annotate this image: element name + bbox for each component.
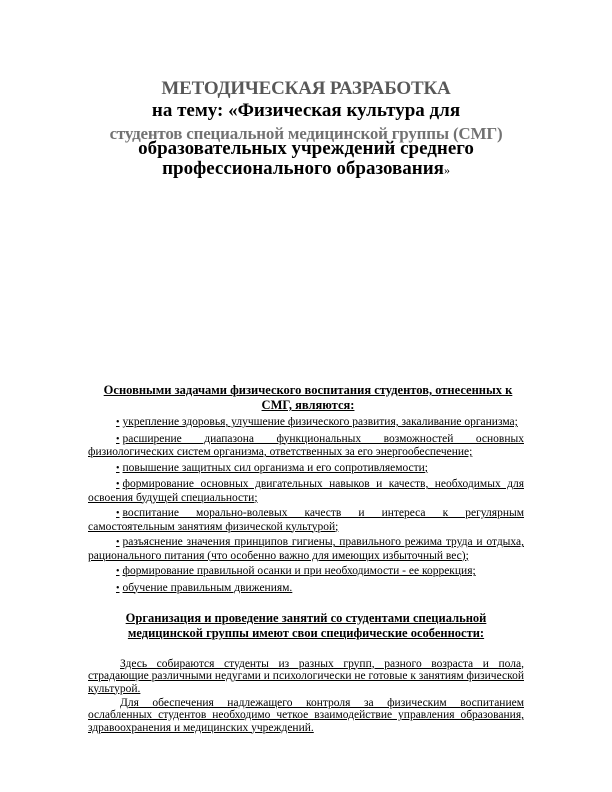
- list-item: [88, 416, 524, 430]
- list-item-text: формирование правильной осанки и при необходимости - ее коррекция;: [122, 565, 476, 577]
- list-item: [88, 478, 524, 504]
- list-item: [88, 536, 524, 562]
- list-item-text: повышение защитных сил организма и его сопротивляемости;: [122, 461, 429, 474]
- organization-heading: Организация и проведение занятий со студентами специальной медицинской группы имеют свои специфические особенности:: [125, 611, 487, 640]
- bullet-icon: •: [116, 508, 120, 519]
- bullet-icon: •: [116, 433, 120, 445]
- title-line-2: на тему: «Физическая культура для: [151, 100, 461, 121]
- list-item: [88, 507, 524, 533]
- title-line-5: [80, 158, 532, 180]
- title-closing-quote: »: [443, 163, 450, 177]
- bullet-icon: •: [116, 537, 120, 548]
- tasks-list: [88, 416, 524, 598]
- bullet-icon: •: [116, 462, 120, 474]
- bullet-icon: •: [116, 417, 120, 428]
- title-line-3: студентов специальной медицинской группы (СМГ): [109, 124, 503, 143]
- organization-paragraph-1: Здесь собираются студенты из разных групп, разного возраста и пола, страдающие различными недугами и психологически не готовые к занятиям физической культурой.: [88, 657, 524, 695]
- list-item: [88, 582, 524, 596]
- tasks-heading: Основными задачами физического воспитания студентов, отнесенных к СМГ, являются:: [103, 383, 513, 412]
- bullet-icon: •: [116, 582, 120, 594]
- list-item-text: обучение правильным движениям.: [122, 581, 293, 594]
- list-item-text: укрепление здоровья, улучшение физического развития, закаливание организма;: [122, 416, 518, 428]
- list-item: [88, 462, 524, 476]
- bullet-icon: •: [116, 479, 120, 490]
- list-item: [88, 433, 524, 459]
- organization-paragraph-2: Для обеспечения надлежащего контроля за физическим воспитанием ослабленных студентов необходимо четкое взаимодействие управления образования, здравоохранения и медицинских учреждений.: [88, 696, 524, 734]
- list-item: [88, 565, 524, 579]
- list-item-text: разъяснение значения принципов гигиены, правильного режима труда и отдыха, рационального питания (что особенно важно для имеющих избыточный вес);: [88, 536, 524, 562]
- title-line-5-text: профессионального образования: [162, 158, 444, 179]
- title-line-1: МЕТОДИЧЕСКАЯ РАЗРАБОТКА: [161, 78, 451, 99]
- list-item-text: формирование основных двигательных навыков и качеств, необходимых для освоения будущей специальности;: [88, 478, 524, 504]
- title-line-4: образовательных учреждений среднего: [138, 138, 474, 159]
- bullet-icon: •: [116, 566, 120, 577]
- list-item-text: воспитание морально-волевых качеств и интереса к регулярным самостоятельным занятиям физической культурой;: [88, 507, 524, 533]
- list-item-text: расширение диапазона функциональных возможностей основных физиологических систем организма, ответственных за его энергообеспечение;: [88, 432, 524, 458]
